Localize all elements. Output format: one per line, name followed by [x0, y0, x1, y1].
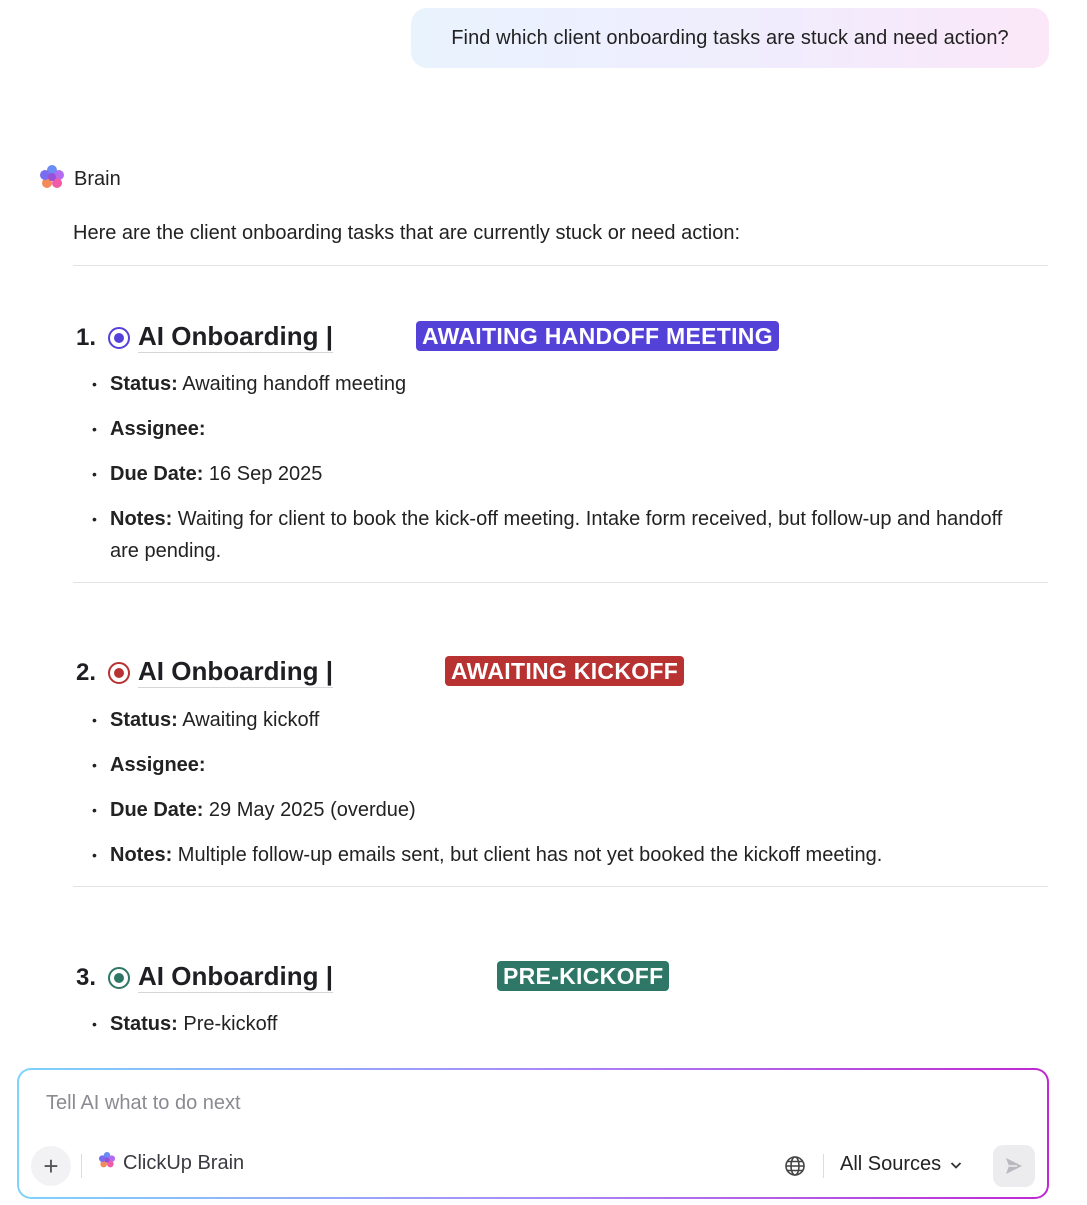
task-title-link[interactable]: AI Onboarding | — [138, 321, 334, 351]
sources-label: All Sources — [840, 1153, 942, 1175]
status-badge: AWAITING KICKOFF — [445, 656, 684, 686]
list-item — [92, 368, 1032, 400]
status-value: Pre-kickoff — [183, 1013, 278, 1035]
status-dot-icon — [108, 967, 130, 989]
user-message-text: Find which client onboarding tasks are stuck and need action? — [451, 26, 1009, 49]
list-item — [92, 749, 1032, 781]
task-title-link[interactable]: AI Onboarding | — [138, 961, 334, 991]
brain-logo-icon — [37, 162, 67, 197]
chevron-down-icon — [949, 1158, 963, 1172]
task-heading — [76, 657, 333, 688]
status-label: Status: — [110, 1013, 178, 1035]
list-item — [92, 503, 1032, 567]
divider — [73, 265, 1048, 266]
globe-icon — [783, 1154, 807, 1178]
prompt-input[interactable] — [46, 1092, 1006, 1115]
send-button[interactable] — [993, 1145, 1035, 1187]
notes-value: Multiple follow-up emails sent, but client has not yet booked the kickoff meeting. — [177, 844, 883, 866]
assignee-label: Assignee: — [110, 754, 206, 776]
send-icon — [1003, 1155, 1025, 1177]
status-badge: AWAITING HANDOFF MEETING — [416, 321, 779, 351]
brain-logo-icon — [97, 1150, 117, 1176]
divider — [73, 582, 1048, 583]
task-heading — [76, 962, 333, 993]
assistant-name: Brain — [74, 168, 121, 190]
due-date-label: Due Date: — [110, 463, 204, 485]
sources-dropdown[interactable] — [840, 1153, 963, 1176]
task-heading — [76, 322, 333, 353]
list-item — [92, 839, 1032, 871]
task-details — [92, 368, 1032, 580]
due-date-value: 29 May 2025 (overdue) — [208, 799, 416, 821]
due-date-value: 16 Sep 2025 — [208, 463, 323, 485]
notes-label: Notes: — [110, 844, 173, 866]
model-selector[interactable] — [97, 1150, 244, 1176]
list-item — [92, 704, 1032, 736]
notes-value: Waiting for client to book the kick-off meeting. Intake form received, but follow-up and handoff are pending. — [110, 508, 1003, 562]
composer-body — [19, 1070, 1047, 1197]
model-selector-label: ClickUp Brain — [123, 1151, 245, 1174]
status-badge: PRE-KICKOFF — [497, 961, 669, 991]
divider — [73, 886, 1048, 887]
notes-label: Notes: — [110, 508, 173, 530]
divider — [823, 1154, 824, 1178]
assistant-header — [37, 162, 121, 197]
list-item — [92, 794, 1032, 826]
assignee-label: Assignee: — [110, 418, 206, 440]
list-item — [92, 413, 1032, 445]
status-value: Awaiting kickoff — [182, 709, 320, 731]
composer — [17, 1068, 1049, 1199]
add-attachment-button[interactable] — [31, 1146, 71, 1186]
plus-icon: + — [43, 1151, 59, 1181]
list-item — [92, 458, 1032, 490]
status-label: Status: — [110, 709, 178, 731]
status-label: Status: — [110, 373, 178, 395]
task-details — [92, 1008, 1032, 1053]
task-number: 3. — [76, 963, 97, 991]
divider — [81, 1154, 82, 1178]
status-dot-icon — [108, 327, 130, 349]
assistant-intro: Here are the client onboarding tasks that are currently stuck or need action: — [73, 222, 741, 244]
status-dot-icon — [108, 662, 130, 684]
task-number: 2. — [76, 658, 97, 686]
task-title-link[interactable]: AI Onboarding | — [138, 656, 334, 686]
task-number: 1. — [76, 323, 97, 351]
list-item — [92, 1008, 1032, 1040]
web-search-toggle[interactable] — [783, 1154, 807, 1178]
due-date-label: Due Date: — [110, 799, 204, 821]
status-value: Awaiting handoff meeting — [182, 373, 407, 395]
task-details — [92, 704, 1032, 884]
user-message-bubble — [411, 8, 1049, 68]
